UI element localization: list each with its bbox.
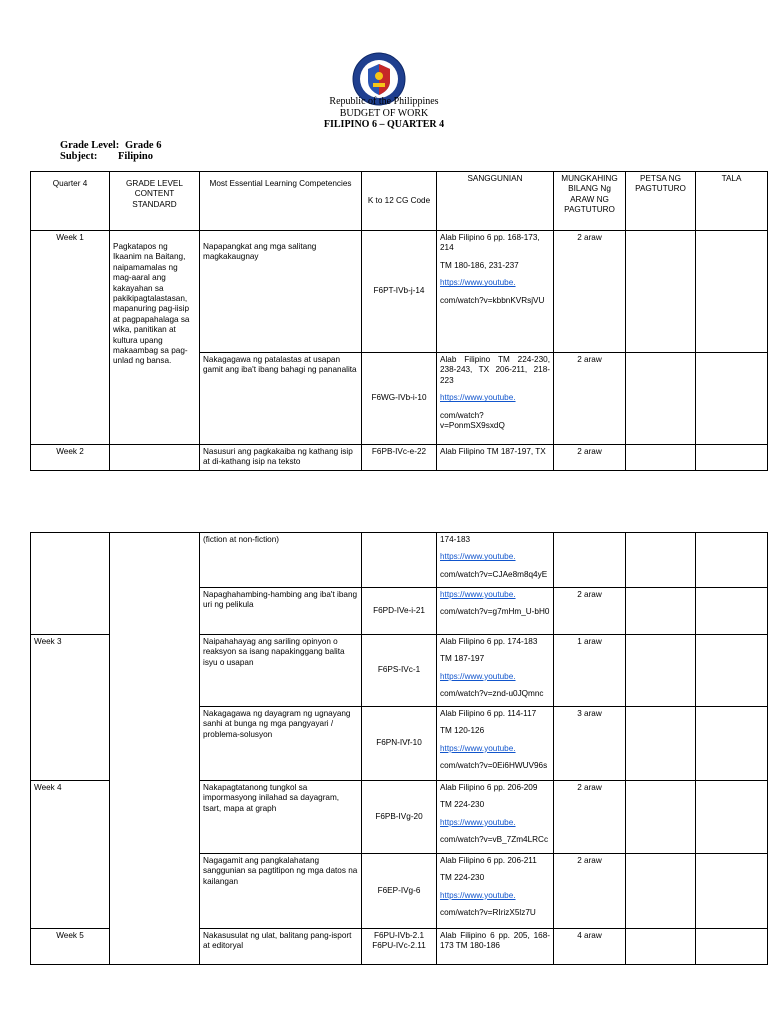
- budget-of-work-table-part-1: [30, 171, 768, 471]
- col-header-petsa: PETSA NG PAGTUTURO: [626, 172, 696, 231]
- remarks-cell: [696, 854, 768, 929]
- days-cell: [554, 533, 626, 588]
- resource-text: Alab Filipino 6 pp. 114-117: [440, 709, 537, 718]
- resource-url: com/watch?v=kbbnKVRsjVU: [440, 295, 545, 305]
- days-cell: 2 araw: [554, 854, 626, 929]
- col-header-melc: Most Essential Learning Competencies: [200, 172, 362, 231]
- youtube-link[interactable]: https://www.youtube.: [440, 590, 516, 599]
- youtube-link[interactable]: https://www.youtube.: [440, 393, 516, 403]
- youtube-link[interactable]: https://www.youtube.: [440, 743, 516, 753]
- days-cell: 2 araw: [554, 781, 626, 854]
- date-cell: [626, 854, 696, 929]
- resource-text: Alab Filipino 6 pp. 168-173, 214: [440, 233, 540, 253]
- grade-level-line: [60, 140, 162, 151]
- resource-url: com/watch?v=vB_7Zm4LRCc: [440, 835, 549, 845]
- melc-cell: (fiction at non-fiction): [200, 533, 362, 588]
- grade-level-label: Grade Level:: [60, 140, 120, 151]
- table-header-row: [31, 172, 768, 231]
- melc-cell: Nasusuri ang pagkakaiba ng kathang isip at di-kathang isip na teksto: [200, 445, 362, 471]
- date-cell: [626, 707, 696, 781]
- resource-text: Alab Filipino TM 187-197, TX: [437, 445, 554, 471]
- resource-url: com/watch?v=0Ei6HWUV96s: [440, 761, 548, 771]
- melc-cell: Naipahahayag ang sariling opinyon o reaksyon sa isang napakinggang balita isyu o usapan: [200, 635, 362, 707]
- days-cell: 4 araw: [554, 929, 626, 965]
- remarks-cell: [696, 231, 768, 353]
- cg-code-text: F6PU-IVc-2.11: [372, 941, 426, 951]
- subject-label: Subject:: [60, 151, 98, 162]
- week-cell: Week 2: [31, 445, 110, 471]
- cg-code-cell: F6PD-IVe-i-21: [362, 588, 437, 635]
- resources-cell: [437, 353, 554, 445]
- date-cell: [626, 929, 696, 965]
- youtube-link[interactable]: https://www.youtube.: [440, 890, 516, 900]
- resource-text: TM 224-230: [440, 873, 485, 883]
- date-cell: [626, 588, 696, 635]
- melc-cell: Nakagagawa ng dayagram ng ugnayang sanhi at bunga ng mga pangyayari / problema-solusyon: [200, 707, 362, 781]
- resources-cell: [437, 854, 554, 929]
- resource-url: com/watch?v=CJAe8m8q4yE: [440, 569, 548, 579]
- remarks-cell: [696, 533, 768, 588]
- week-cell: [31, 533, 110, 635]
- youtube-link[interactable]: https://www.youtube.: [440, 278, 516, 288]
- cg-code-cell: F6PT-IVb-j-14: [362, 231, 437, 353]
- melc-cell: Napaghahambing-hambing ang iba't ibang uri ng pelikula: [200, 588, 362, 635]
- remarks-cell: [696, 635, 768, 707]
- week-cell: Week 4: [31, 781, 110, 929]
- resource-text: Alab Filipino 6 pp. 206-209: [440, 783, 538, 792]
- days-cell: 2 araw: [554, 231, 626, 353]
- header-subject-quarter: FILIPINO 6 – QUARTER 4: [323, 119, 445, 130]
- grade-level-value: Grade 6: [125, 140, 162, 151]
- date-cell: [626, 533, 696, 588]
- date-cell: [626, 445, 696, 471]
- days-cell: 1 araw: [554, 635, 626, 707]
- youtube-link[interactable]: https://www.youtube.: [440, 817, 516, 827]
- date-cell: [626, 231, 696, 353]
- resource-text: Alab Filipino TM 224-230, 238-243, TX 206-211, 218-223: [440, 355, 550, 385]
- resource-text: TM 180-186, 231-237: [440, 260, 519, 270]
- resource-text: TM 120-126: [440, 726, 485, 736]
- resources-cell: [437, 588, 554, 635]
- week-cell: Week 1: [31, 231, 110, 445]
- resource-text: 174-183: [440, 535, 471, 544]
- header-republic: Republic of the Philippines: [329, 96, 439, 107]
- cg-code-cell: [362, 929, 437, 965]
- resources-cell: [437, 781, 554, 854]
- resource-text: Alab Filipino 6 pp. 174-183: [440, 637, 538, 646]
- remarks-cell: [696, 588, 768, 635]
- resource-url: com/watch?v=znd-u0JQmnc: [440, 689, 544, 699]
- cg-code-cell: F6EP-IVg-6: [362, 854, 437, 929]
- remarks-cell: [696, 353, 768, 445]
- remarks-cell: [696, 707, 768, 781]
- days-cell: 2 araw: [554, 588, 626, 635]
- resources-cell: [437, 707, 554, 781]
- resources-cell: [437, 533, 554, 588]
- col-header-content-standard: GRADE LEVEL CONTENT STANDARD: [110, 172, 200, 231]
- resource-text: TM 224-230: [440, 800, 485, 810]
- days-cell: 2 araw: [554, 353, 626, 445]
- melc-cell: Nakapagtatanong tungkol sa impormasyong inilahad sa dayagram, tsart, mapa at graph: [200, 781, 362, 854]
- cg-code-text: F6PU-IVb-2.1: [373, 931, 425, 940]
- col-header-days: MUNGKAHING BILANG Ng ARAW NG PAGTUTURO: [554, 172, 626, 231]
- col-header-quarter: Quarter 4: [31, 172, 110, 231]
- content-standard-cell: [110, 445, 200, 471]
- melc-cell: Nakasusulat ng ulat, balitang pang-isport at editoryal: [200, 929, 362, 965]
- resource-text: TM 187-197: [440, 654, 485, 664]
- col-header-cg-code: K to 12 CG Code: [362, 172, 437, 231]
- week-cell: Week 5: [31, 929, 110, 965]
- melc-cell: Nagagamit ang pangkalahatang sanggunian sa pagtitipon ng mga datos na kailangan: [200, 854, 362, 929]
- resource-url: com/watch?v=g7mHm_U-bH0: [440, 607, 550, 617]
- resources-cell: [437, 635, 554, 707]
- resource-text: Alab Filipino 6 pp. 206-211: [440, 856, 537, 865]
- melc-cell: Napapangkat ang mga salitang magkakaugnay: [200, 231, 362, 353]
- resource-url: com/watch? v=PonmSX9sxdQ: [440, 410, 505, 431]
- subject-line: [60, 151, 154, 162]
- date-cell: [626, 635, 696, 707]
- date-cell: [626, 353, 696, 445]
- subject-value: Filipino: [118, 151, 154, 162]
- col-header-tala: TALA: [696, 172, 768, 231]
- cg-code-cell: F6WG-IVb-i-10: [362, 353, 437, 445]
- youtube-link[interactable]: https://www.youtube.: [440, 671, 516, 681]
- content-standard-cell: [110, 533, 200, 965]
- table-row: [31, 445, 768, 471]
- date-cell: [626, 781, 696, 854]
- table-row: [31, 231, 768, 353]
- days-cell: 2 araw: [554, 445, 626, 471]
- resource-url: com/watch?v=RIrizX5lz7U: [440, 908, 536, 918]
- cg-code-cell: F6PS-IVc-1: [362, 635, 437, 707]
- header-budget-of-work: BUDGET OF WORK: [339, 108, 429, 119]
- cg-code-cell: F6PB-IVg-20: [362, 781, 437, 854]
- remarks-cell: [696, 781, 768, 854]
- cg-code-cell: F6PB-IVc-e-22: [362, 445, 437, 471]
- resource-text: Alab Filipino 6 pp. 205, 168-173 TM 180-186: [437, 929, 554, 965]
- budget-of-work-table-part-2: [30, 532, 768, 965]
- days-cell: 3 araw: [554, 707, 626, 781]
- table-row: [31, 533, 768, 588]
- cg-code-cell: [362, 533, 437, 588]
- resources-cell: [437, 231, 554, 353]
- week-cell: Week 3: [31, 635, 110, 781]
- melc-cell: Nakagagawa ng patalastas at usapan gamit ang iba't ibang bahagi ng pananalita: [200, 353, 362, 445]
- youtube-link[interactable]: https://www.youtube.: [440, 552, 516, 562]
- content-standard-cell: Pagkatapos ng Ikaanim na Baitang, naipamamalas ng mag-aaral ang kakayahan sa pakikipagtalastasan, mapanuring pag-iisip at pagpapahalaga sa wika, panitikan at kultura upang makaambag sa pag-unlad ng bansa.: [110, 231, 200, 445]
- remarks-cell: [696, 445, 768, 471]
- col-header-sanggunian: SANGGUNIAN: [437, 172, 554, 231]
- cg-code-cell: F6PN-IVf-10: [362, 707, 437, 781]
- remarks-cell: [696, 929, 768, 965]
